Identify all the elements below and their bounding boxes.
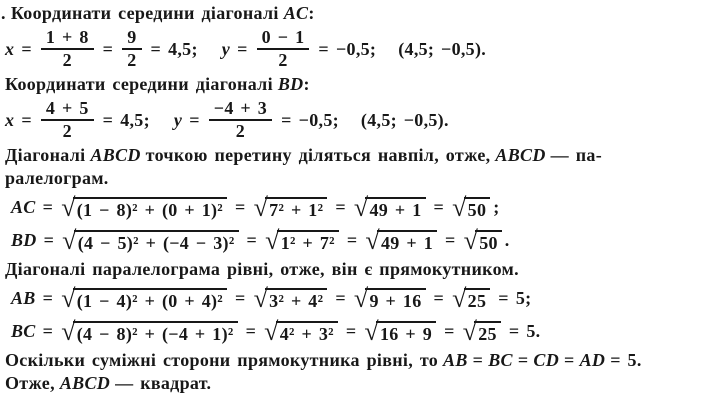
equals-sign: = <box>346 230 358 250</box>
equals-sign: = <box>42 288 54 308</box>
distance-line-bd <box>5 225 718 256</box>
sqrt-expression <box>61 316 237 346</box>
fraction: $\frac{-4 + 3}{2}$ <box>209 99 272 141</box>
para-square-line2: Отже, ABCD — квадрат. <box>5 373 212 393</box>
sqrt-expression <box>253 192 328 222</box>
line-terminator: . <box>504 230 510 250</box>
midpoint-formula-ac <box>5 26 718 72</box>
equals-sign: = <box>345 321 357 341</box>
radicand: (4 − 8)² + (−4 + 1)² <box>73 321 238 345</box>
equals-sign: = <box>237 38 248 59</box>
equals-sign: = <box>498 288 509 308</box>
equals-sign: = <box>150 38 162 59</box>
heading-text: Координати середини діагоналі <box>10 3 279 23</box>
sqrt-symbol: √ <box>264 316 279 346</box>
distance-line-ac <box>5 192 718 223</box>
sqrt-expression <box>452 192 490 222</box>
equals-sign: = <box>335 197 346 217</box>
midpoint-coordinates: (4,5; −0,5). <box>398 38 487 59</box>
sqrt-expression <box>62 225 238 255</box>
sqrt-symbol: √ <box>253 283 269 313</box>
midpoint-formula-bd <box>5 97 718 143</box>
radicand: 1² + 7² <box>277 230 339 254</box>
distance-line-bc <box>5 316 718 347</box>
radicand: 49 + 1 <box>377 230 437 254</box>
sqrt-expression <box>463 225 502 255</box>
radicand: 50 <box>475 230 502 254</box>
segment-var: AD <box>579 350 606 370</box>
sqrt-symbol: √ <box>452 192 467 222</box>
sqrt-symbol: √ <box>61 283 76 313</box>
segment-var: BC <box>11 321 36 341</box>
para-parallelogram-line2: ралелограм. <box>5 168 109 188</box>
diagonal-name: AC: <box>283 3 315 23</box>
sqrt-expression <box>365 225 437 255</box>
sqrt-expression <box>265 225 339 255</box>
equals-sign: = <box>102 109 114 130</box>
equals-sign: = <box>246 230 258 250</box>
equals-sign: = <box>433 197 445 217</box>
line-terminator: ; <box>493 197 500 217</box>
distance-line-ab <box>5 283 718 314</box>
radicand: 3² + 4² <box>265 288 327 312</box>
sqrt-expression <box>61 192 227 222</box>
radicand: 4² + 3² <box>276 321 338 345</box>
quad-name: ABCD <box>59 373 111 393</box>
equals-sign: = <box>444 321 455 341</box>
segment-var: BC <box>488 350 513 370</box>
midpoint-coordinates: (4,5; −0,5). <box>360 109 449 130</box>
radicand: 16 + 9 <box>376 321 436 345</box>
segment-var: AB <box>443 350 468 370</box>
y-equation <box>174 99 339 141</box>
sqrt-symbol: √ <box>253 192 269 222</box>
sqrt-symbol: √ <box>364 316 379 346</box>
sqrt-symbol: √ <box>62 225 77 255</box>
sqrt-symbol: √ <box>452 283 467 313</box>
x-equation <box>5 28 198 70</box>
equals-sign: = <box>281 109 292 130</box>
x-equation <box>5 99 150 141</box>
x-value: 4,5; <box>168 38 198 59</box>
equals-sign: = <box>318 38 329 59</box>
y-var: y <box>221 38 231 59</box>
y-value: −0,5; <box>298 109 339 130</box>
quad-name: ABCD <box>495 145 546 165</box>
heading-midpoint-ac <box>1 2 718 25</box>
equals-sign: = <box>235 288 246 308</box>
sqrt-symbol: √ <box>365 225 380 255</box>
sqrt-symbol: √ <box>61 316 76 346</box>
y-var: y <box>173 109 183 130</box>
heading-text: Координати середини діагоналі <box>5 74 273 94</box>
sqrt-symbol: √ <box>462 316 478 346</box>
segment-var: CD <box>533 350 560 370</box>
equals-sign: = <box>508 321 520 341</box>
equals-sign: = <box>189 109 200 130</box>
quad-name: ABCD <box>90 145 141 165</box>
distance-value: 5; <box>515 288 532 308</box>
radicand: 50 <box>464 197 491 221</box>
segment-var: AB <box>11 288 36 308</box>
x-value: 4,5; <box>120 109 150 130</box>
sqrt-expression <box>353 283 426 313</box>
fraction: $\frac{9}{2}$ <box>122 28 141 70</box>
heading-midpoint-bd <box>5 73 718 96</box>
equals-sign: = <box>21 38 32 59</box>
radicand: (1 − 4)² + (0 + 4)² <box>73 288 227 312</box>
fraction: $\frac{4 + 5}{2}$ <box>41 99 94 141</box>
y-value: −0,5; <box>335 38 377 59</box>
segment-var: AC <box>11 197 36 217</box>
diagonal-name: BD: <box>277 74 310 94</box>
sqrt-expression <box>364 316 436 346</box>
equals-sign: = <box>21 109 32 130</box>
sqrt-expression <box>264 316 338 346</box>
sqrt-symbol: √ <box>353 283 369 313</box>
sqrt-expression <box>353 192 426 222</box>
equals-sign: = <box>42 197 54 217</box>
equals-sign: = <box>433 288 445 308</box>
x-var: x <box>5 109 15 130</box>
sqrt-expression <box>452 283 490 313</box>
equals-sign: = <box>42 321 54 341</box>
equals-sign: = <box>235 197 246 217</box>
radicand: (1 − 8)² + (0 + 1)² <box>73 197 227 221</box>
equals-sign: = <box>445 230 456 250</box>
sqrt-expression <box>61 283 227 313</box>
equals-sign: = <box>245 321 257 341</box>
fraction: $\frac{1 + 8}{2}$ <box>41 28 94 70</box>
sqrt-symbol: √ <box>463 225 479 255</box>
sqrt-expression <box>253 283 328 313</box>
sqrt-symbol: √ <box>61 192 76 222</box>
sqrt-symbol: √ <box>265 225 280 255</box>
para-parallelogram-line1: Діагоналі ABCD точкою перетину діляться навпіл, отже, ABCD — па- <box>5 145 603 165</box>
para-rectangle: Діагоналі паралелограма рівні, отже, він є прямокутником. <box>5 259 519 279</box>
x-var: x <box>5 38 15 59</box>
sqrt-symbol: √ <box>353 192 369 222</box>
equals-sign: = <box>335 288 346 308</box>
para-square-line1: Оскільки суміжні сторони прямокутника рівні, то AB = BC = CD = AD = 5. <box>5 350 642 370</box>
y-equation <box>222 28 376 70</box>
sqrt-expression <box>462 316 501 346</box>
radicand: 25 <box>474 321 501 345</box>
radicand: 7² + 1² <box>265 197 327 221</box>
distance-value: 5. <box>526 321 541 341</box>
segment-var: BD <box>11 230 37 250</box>
equals-sign: = <box>43 230 55 250</box>
fraction: $\frac{0 - 1}{2}$ <box>257 28 310 70</box>
radicand: (4 − 5)² + (−4 − 3)² <box>74 230 239 254</box>
radicand: 25 <box>464 288 491 312</box>
equals-sign: = <box>102 38 114 59</box>
radicand: 9 + 16 <box>365 288 425 312</box>
list-marker: . <box>1 3 6 23</box>
radicand: 49 + 1 <box>365 197 425 221</box>
